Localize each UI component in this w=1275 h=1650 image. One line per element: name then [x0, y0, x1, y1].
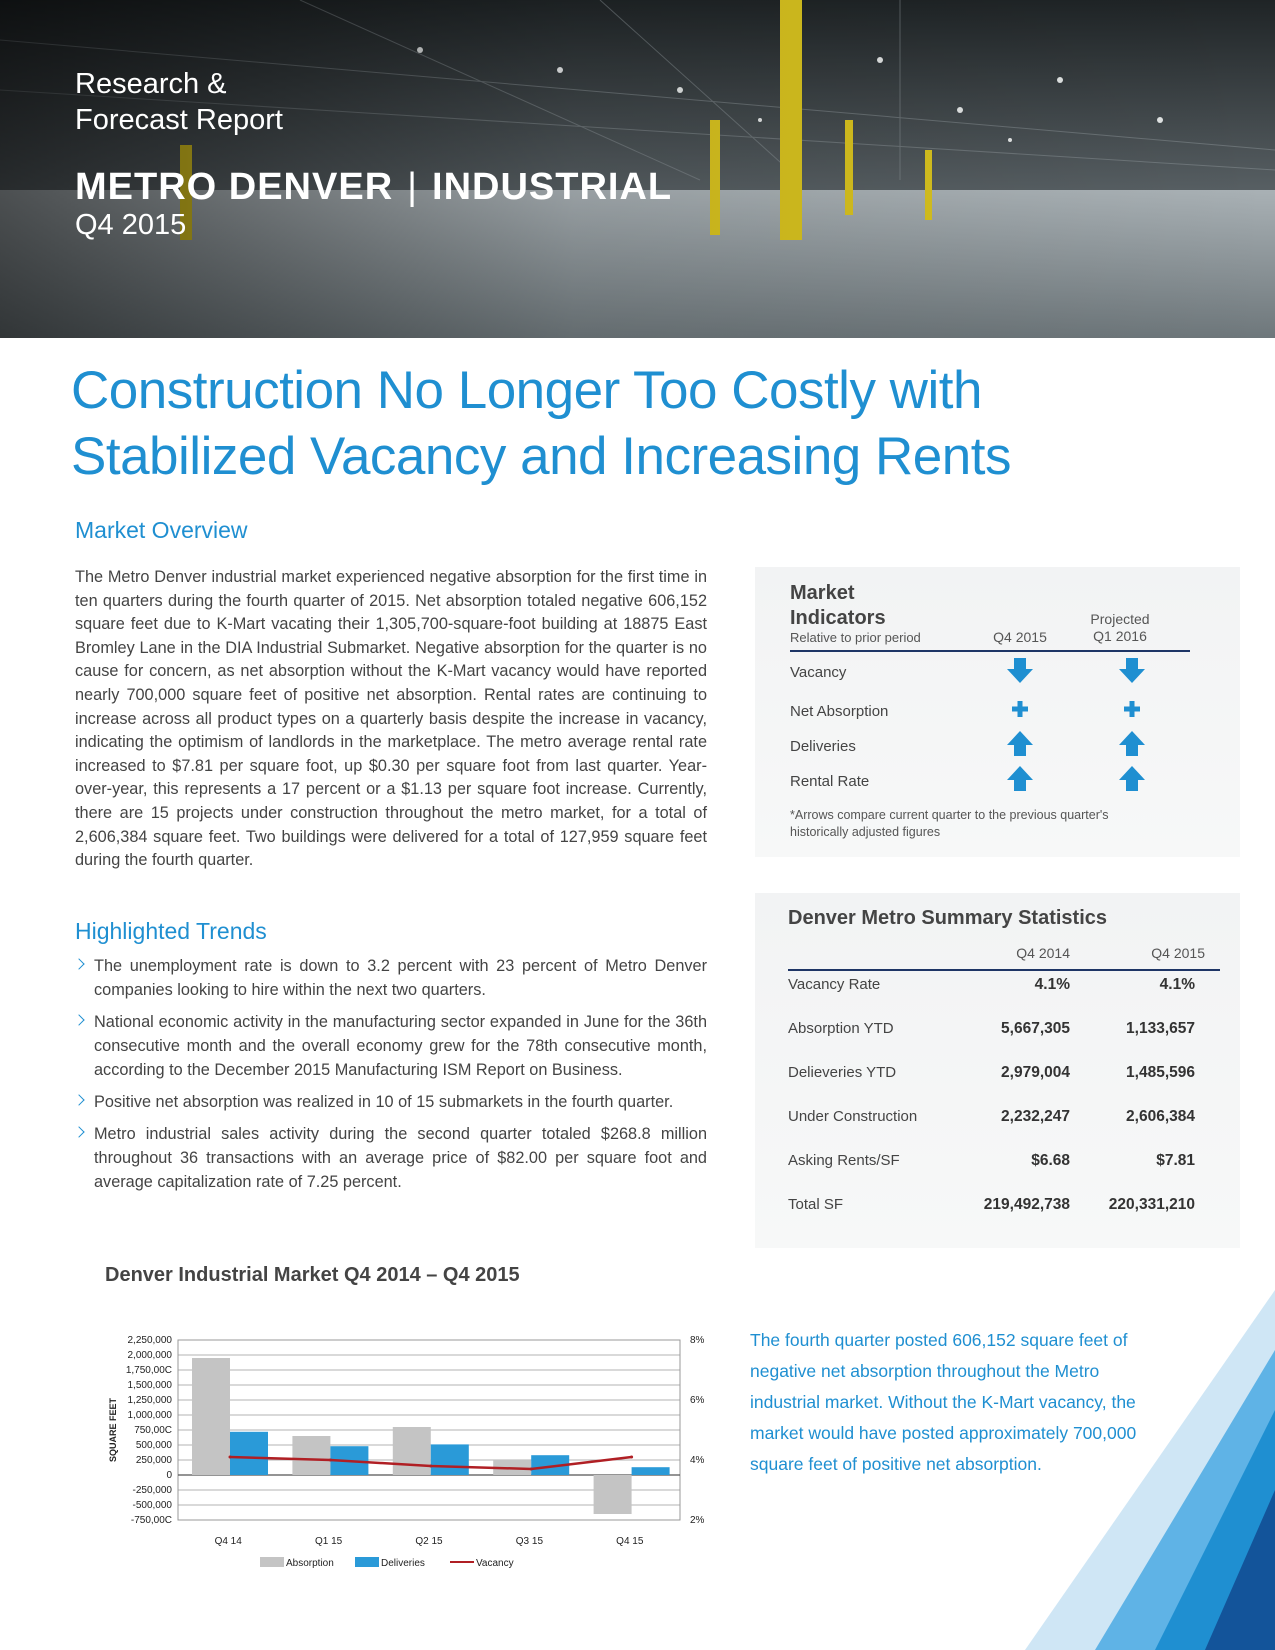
x-tick-label: Q3 15	[515, 1536, 544, 1547]
ss-row-label: Under Construction	[788, 1108, 918, 1125]
up-arrow-icon	[1006, 765, 1034, 793]
plus-icon	[1006, 695, 1034, 723]
ss-value: $7.81	[1156, 1152, 1195, 1169]
market-indicators-title	[790, 581, 886, 631]
market-overview-heading: Market Overview	[75, 517, 248, 543]
chevron-right-icon	[73, 1014, 84, 1025]
highlighted-trends-heading: Highlighted Trends	[75, 918, 267, 944]
bar-deliveries	[431, 1444, 469, 1475]
chart-title: Denver Industrial Market Q4 2014 – Q4 2015	[105, 1264, 520, 1286]
y-axis-label: SQUARE FEET	[108, 1397, 118, 1463]
bar-deliveries	[632, 1467, 670, 1475]
callout-text: The fourth quarter posted 606,152 square feet of negative net absorption throughout the Metro industrial market. Without the K-Mart vacancy, the market would have posted approximately 700,000 square feet of positive net absorption.	[750, 1330, 1137, 1474]
mi-col-current: Q4 2015	[993, 629, 1047, 645]
x-tick-label: Q2 15	[415, 1536, 443, 1547]
chevron-right-icon	[73, 958, 84, 969]
vacancy-point	[530, 1468, 533, 1471]
down-arrow-icon	[1118, 656, 1146, 684]
ss-value: 219,492,738	[983, 1196, 1070, 1213]
bar-absorption	[192, 1358, 230, 1475]
mi-col-projected-line1: Projected	[1090, 611, 1150, 627]
trends-list	[75, 954, 707, 1202]
vacancy-point	[429, 1465, 432, 1468]
ss-col-q4-2014: Q4 2014	[1016, 945, 1070, 961]
y-tick-label: 1,250,000	[127, 1395, 172, 1406]
report-quarter: Q4 2015	[75, 209, 187, 241]
ss-divider	[788, 969, 1220, 971]
mi-row-label: Net Absorption	[790, 703, 889, 720]
report-type-line2: Forecast Report	[75, 104, 283, 136]
bar-absorption	[393, 1427, 431, 1475]
mi-title-line2: Indicators	[790, 607, 886, 629]
chevron-right-icon	[73, 1094, 84, 1105]
y-tick-label: 500,000	[135, 1440, 172, 1451]
mi-col-projected-line2: Q1 2016	[1093, 628, 1147, 644]
y-tick-label: 1,000,000	[127, 1410, 172, 1421]
ss-value: 2,979,004	[1001, 1064, 1070, 1081]
ss-value: 2,606,384	[1126, 1108, 1195, 1125]
ss-row-label: Total SF	[788, 1196, 844, 1213]
legend-label: Deliveries	[381, 1558, 425, 1569]
y2-tick-label: 4%	[690, 1455, 705, 1466]
bar-absorption	[594, 1475, 632, 1514]
report-sector: INDUSTRIAL	[432, 166, 673, 208]
mi-subtitle: Relative to prior period	[790, 630, 921, 645]
title-separator: |	[407, 166, 419, 208]
trend-text: The unemployment rate is down to 3.2 percent with 23 percent of Metro Denver companies looking to hire within the next two quarters.	[94, 957, 707, 999]
report-title	[75, 166, 672, 208]
mi-divider	[790, 650, 1190, 652]
ss-value: 1,133,657	[1126, 1020, 1195, 1037]
y-tick-label: 2,000,000	[127, 1350, 172, 1361]
ss-value: 4.1%	[1034, 976, 1070, 993]
up-arrow-icon	[1118, 730, 1146, 758]
trend-text: Positive net absorption was realized in 10 of 15 submarkets in the fourth quarter.	[94, 1093, 674, 1111]
down-arrow-icon	[1006, 656, 1034, 684]
chevron-right-icon	[73, 1126, 84, 1137]
ss-value: 220,331,210	[1108, 1196, 1195, 1213]
report-type-line1: Research &	[75, 68, 227, 100]
summary-statistics-panel	[755, 893, 1240, 1248]
hero-banner	[0, 0, 1275, 338]
y-tick-label: -750,00C	[130, 1515, 172, 1526]
mi-footnote: *Arrows compare current quarter to the previous quarter's historically adjusted figures	[790, 808, 1109, 839]
y-tick-label: 1,750,00C	[125, 1365, 172, 1376]
ss-value: 4.1%	[1159, 976, 1195, 993]
ss-row-label: Vacancy Rate	[788, 976, 881, 993]
ss-row-label: Delieveries YTD	[788, 1064, 897, 1081]
list-item	[75, 1122, 707, 1194]
ss-value: $6.68	[1031, 1152, 1070, 1169]
hero-text	[75, 66, 672, 242]
y2-tick-label: 2%	[690, 1515, 705, 1526]
ss-row-label: Absorption YTD	[788, 1020, 894, 1037]
page-headline	[71, 358, 1171, 490]
mi-row-label: Deliveries	[790, 738, 856, 755]
industrial-market-chart	[100, 1320, 720, 1582]
ss-col-q4-2015: Q4 2015	[1151, 945, 1205, 961]
mi-title-line1: Market	[790, 582, 855, 604]
legend-label: Vacancy	[476, 1558, 514, 1569]
list-item	[75, 1010, 707, 1082]
legend-swatch-deliveries	[355, 1557, 379, 1567]
up-arrow-icon	[1006, 730, 1034, 758]
x-tick-label: Q4 14	[214, 1536, 242, 1547]
y2-tick-label: 8%	[690, 1335, 705, 1346]
legend-swatch-absorption	[260, 1557, 284, 1567]
vacancy-point	[630, 1456, 633, 1459]
x-tick-label: Q1 15	[314, 1536, 343, 1547]
trend-text: National economic activity in the manufacturing sector expanded in June for the 36th consecutive month and the overall economy grew for the 78th consecutive month, according to the December 2015 Manufacturing ISM Report on Business.	[94, 1013, 707, 1079]
ss-value: 1,485,596	[1126, 1064, 1195, 1081]
trend-text: Metro industrial sales activity during the second quarter totaled $268.8 million throughout 36 transactions with an average price of $82.00 per square foot and average capitalization rate of 7.25 percent.	[94, 1125, 707, 1191]
summary-statistics-title: Denver Metro Summary Statistics	[788, 907, 1108, 929]
bar-deliveries	[230, 1432, 268, 1475]
y-tick-label: 750,00C	[134, 1425, 172, 1436]
y2-tick-label: 6%	[690, 1395, 705, 1406]
ss-value: 2,232,247	[1001, 1108, 1070, 1125]
y-tick-label: 250,000	[135, 1455, 172, 1466]
bar-absorption	[292, 1436, 330, 1475]
report-market: METRO DENVER	[75, 166, 394, 208]
vacancy-point	[329, 1459, 332, 1462]
mi-row-label: Rental Rate	[790, 773, 870, 790]
y-tick-label: 1,500,000	[127, 1380, 172, 1391]
headline-line1: Construction No Longer Too Costly with	[71, 361, 982, 420]
mi-col-projected	[1075, 611, 1165, 645]
x-tick-label: Q4 15	[616, 1536, 644, 1547]
y-tick-label: 0	[166, 1470, 172, 1481]
y-tick-label: -250,000	[132, 1485, 172, 1496]
list-item	[75, 954, 707, 1002]
up-arrow-icon	[1118, 765, 1146, 793]
y-tick-label: -500,000	[132, 1500, 172, 1511]
ss-row-label: Asking Rents/SF	[788, 1152, 900, 1169]
mi-row-label: Vacancy	[790, 664, 847, 681]
headline-line2: Stabilized Vacancy and Increasing Rents	[71, 427, 1011, 486]
list-item	[75, 1090, 707, 1114]
ss-value: 5,667,305	[1001, 1020, 1070, 1037]
market-indicators-panel	[755, 567, 1240, 857]
decorative-corner-graphic	[975, 1290, 1275, 1650]
y-tick-label: 2,250,000	[127, 1335, 172, 1346]
vacancy-point	[229, 1456, 232, 1459]
market-overview-body: The Metro Denver industrial market experienced negative absorption for the first time in ten quarters during the fourth quarter of 2015. Net absorption totaled negative 606,152 square feet due to K-Mart vacating their 1,305,700-square-foot building at 18875 East Bromley Lane in the DIA Industrial Submarket. Negative absorption for the quarter is no cause for concern, as net absorption without the K-Mart vacancy would have reported nearly 700,000 square feet of positive net absorption. Rental rates are continuing to increase across all product types on a quarterly basis despite the increase in vacancy, indicating the optimism of landlords in the marketplace. The metro average rental rate increased to $7.81 per square foot, up $0.30 per square foot from last quarter. Year-over-year, this represents a 17 percent or a $1.13 per square foot increase. Currently, there are 15 projects under construction throughout the metro market, for a total of 2,606,384 square feet. Two buildings were delivered for a total of 127,959 square feet during the fourth quarter.	[75, 568, 707, 870]
legend-label: Absorption	[286, 1558, 334, 1569]
plus-icon	[1118, 695, 1146, 723]
